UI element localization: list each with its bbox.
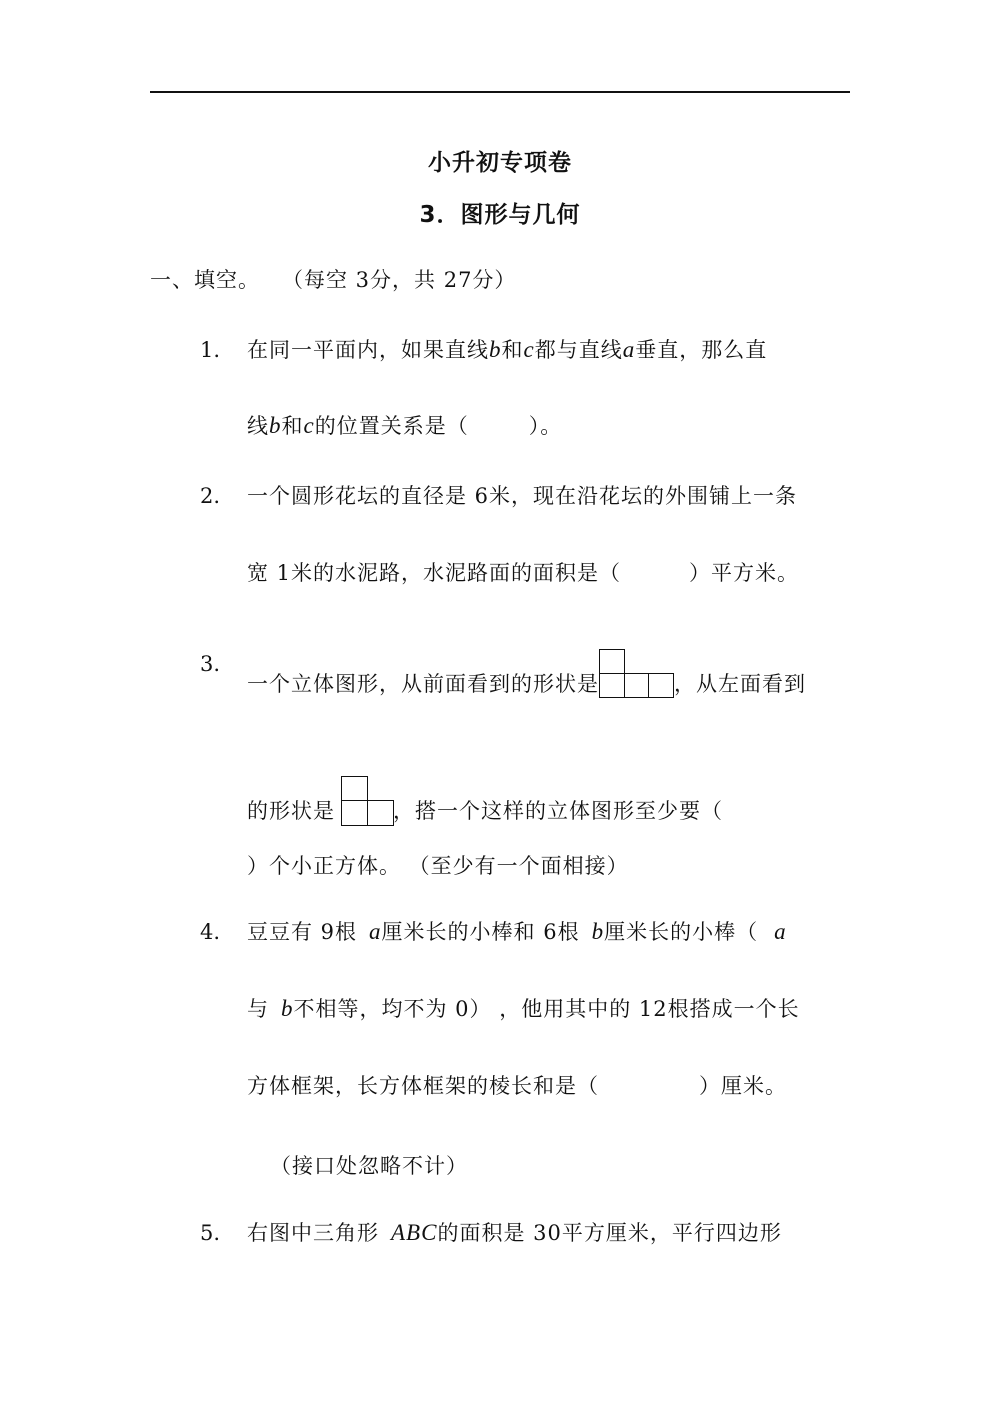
q4-text: 与 xyxy=(247,997,269,1021)
q4-text: 厘米长的小棒（ xyxy=(604,920,759,944)
header-rule xyxy=(150,91,850,93)
question-3-number: 3. xyxy=(200,652,221,676)
front-view-cell xyxy=(599,649,625,674)
q3-text: ，从左面看到 xyxy=(674,672,806,696)
question-4-number: 4. xyxy=(200,920,221,944)
q1-text: 的位置关系是（ xyxy=(314,414,469,438)
q1-text: 和 xyxy=(501,338,524,362)
question-4-line-2 xyxy=(247,994,800,1024)
question-2-line-1: 一个圆形花坛的直径是 6米，现在沿花坛的外围铺上一条 xyxy=(247,484,798,508)
q3-text: ，搭一个这样的立体图形至少要（ xyxy=(393,799,723,823)
var-c: c xyxy=(303,413,315,438)
left-view-cell xyxy=(341,800,368,826)
q4-text: 不相等，均不为 0） ，他用其中的 12根搭成一个长 xyxy=(293,997,800,1021)
q5-text: 的面积是 30平方厘米，平行四边形 xyxy=(437,1221,782,1245)
var-b: b xyxy=(281,996,294,1021)
q3-text: 一个立体图形，从前面看到的形状是 xyxy=(247,672,599,696)
var-b: b xyxy=(591,919,605,944)
q2-text: 宽 1米的水泥路，水泥路面的面积是（ xyxy=(247,561,622,585)
q1-text: 都与直线 xyxy=(534,338,623,362)
question-1-number: 1. xyxy=(200,338,221,362)
var-a: a xyxy=(369,919,382,944)
question-4-line-1 xyxy=(247,917,787,947)
var-b: b xyxy=(269,413,282,438)
front-view-cell xyxy=(648,673,674,698)
page-title: 小升初专项卷 xyxy=(428,150,572,176)
question-2-number: 2. xyxy=(200,484,221,508)
q1-text: 线 xyxy=(247,414,269,438)
question-5-line-1 xyxy=(247,1218,782,1248)
var-a: a xyxy=(622,337,636,362)
question-3-line-1 xyxy=(247,649,806,699)
left-view-cell xyxy=(367,800,394,826)
question-5-number: 5. xyxy=(200,1221,221,1245)
front-view-figure xyxy=(599,649,674,699)
question-3-line-3: ）个小正方体。 （至少有一个面相接） xyxy=(247,854,629,878)
left-view-cell xyxy=(341,776,368,802)
var-b: b xyxy=(489,337,502,362)
q1-text: 在同一平面内，如果直线 xyxy=(247,338,489,362)
q1-text: ）。 xyxy=(528,414,563,438)
question-3-line-2 xyxy=(247,776,723,826)
page-subtitle: 3．图形与几何 xyxy=(419,202,581,228)
q4-text: ）厘米。 xyxy=(699,1074,787,1098)
section-title: 一、填空。 xyxy=(150,268,260,292)
q3-text: 的形状是 xyxy=(247,799,335,823)
left-view-figure xyxy=(341,776,393,826)
section-heading xyxy=(150,265,516,295)
q4-text: 方体框架，长方体框架的棱长和是（ xyxy=(247,1074,599,1098)
q1-text: 垂直，那么直 xyxy=(635,338,768,362)
q1-text: 和 xyxy=(281,414,304,438)
question-4-note: （接口处忽略不计） xyxy=(270,1154,468,1178)
q4-text: 豆豆有 9根 xyxy=(247,920,358,944)
section-scoring: （每空 3分，共 27分） xyxy=(282,268,517,292)
question-1-line-1 xyxy=(247,335,767,365)
var-abc: ABC xyxy=(391,1220,438,1245)
q2-text: ）平方米。 xyxy=(689,561,800,585)
var-c: c xyxy=(523,337,535,362)
front-view-cell xyxy=(599,673,625,698)
q4-text: 厘米长的小棒和 6根 xyxy=(381,920,580,944)
q5-text: 右图中三角形 xyxy=(247,1221,379,1245)
var-a: a xyxy=(774,919,787,944)
question-1-line-2 xyxy=(247,411,562,441)
front-view-cell xyxy=(624,673,650,698)
question-2-line-2 xyxy=(247,558,799,588)
question-4-line-3 xyxy=(247,1071,787,1101)
